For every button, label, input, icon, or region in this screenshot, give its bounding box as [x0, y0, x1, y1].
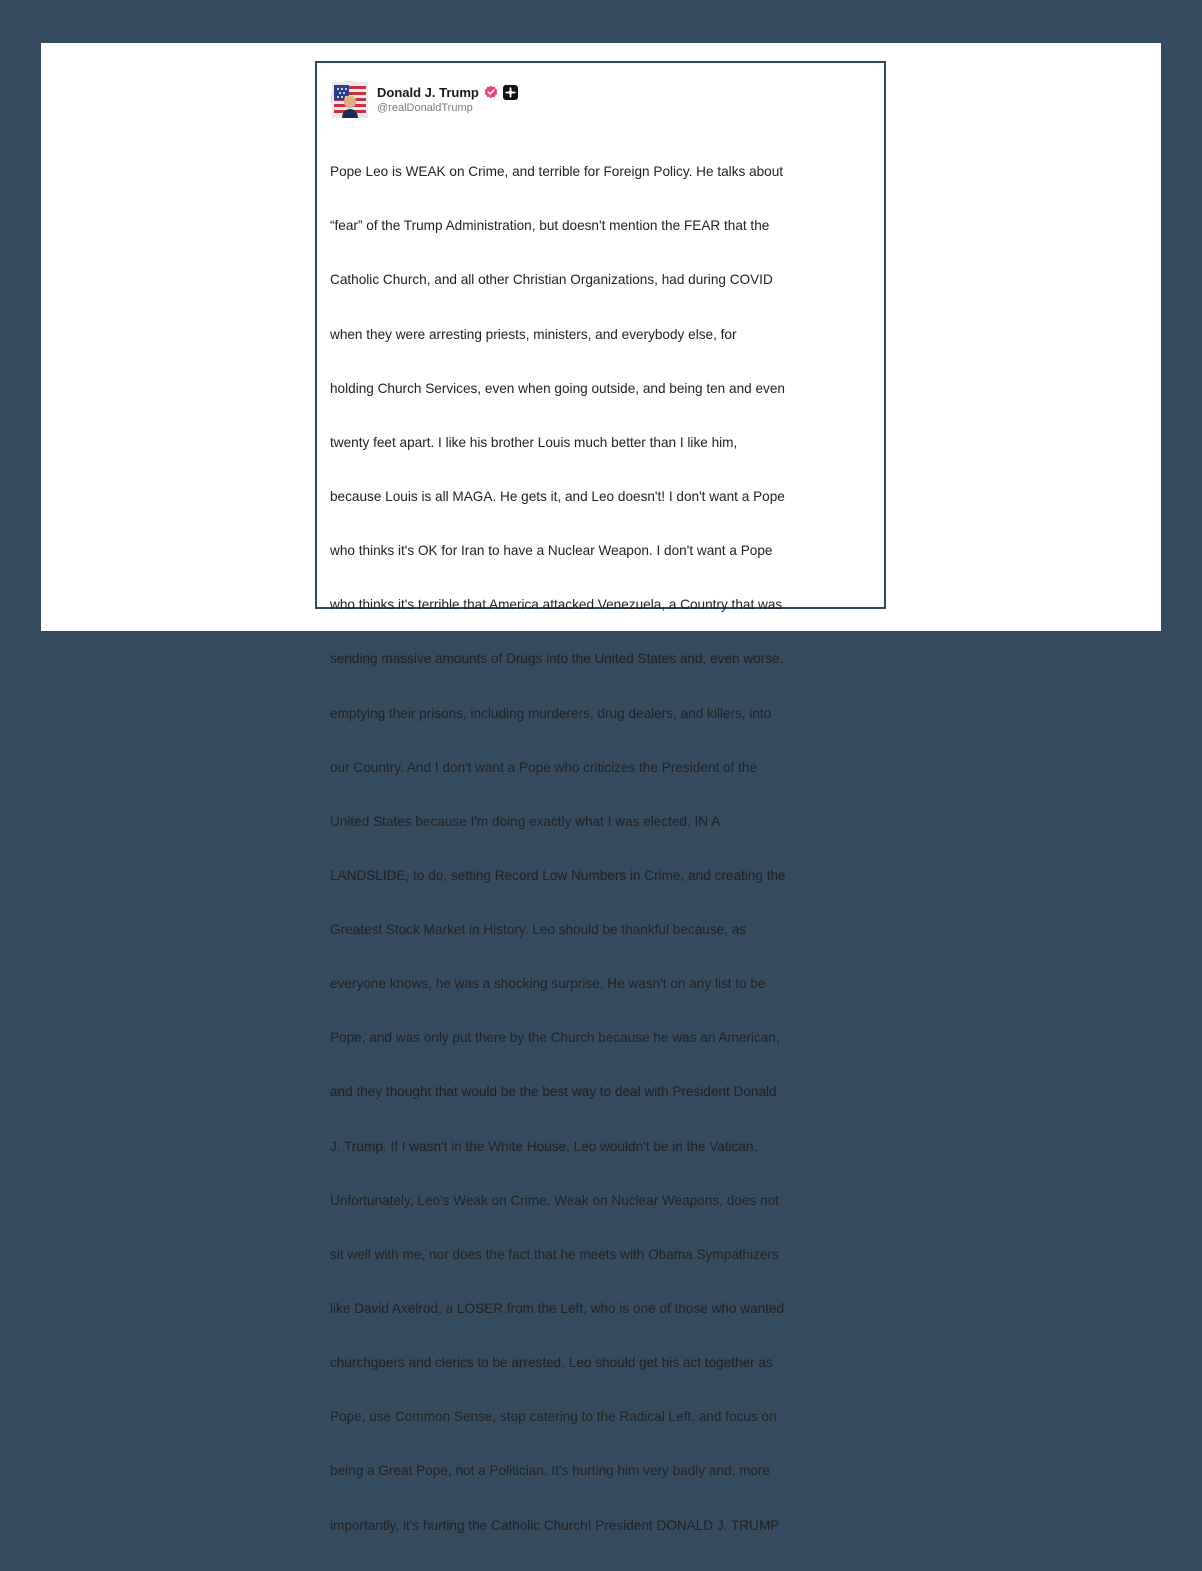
post-body-line: because Louis is all MAGA. He gets it, and Leo doesn't! I don't want a Pope	[330, 488, 785, 504]
post-body-line: importantly, it's hurting the Catholic Church! President DONALD J. TRUMP	[330, 1517, 780, 1533]
post-body-line: emptying their prisons, including murderers, drug dealers, and killers, into	[330, 705, 772, 721]
post-body-line: Pope Leo is WEAK on Crime, and terrible for Foreign Policy. He talks about	[330, 164, 784, 180]
post-body-line: holding Church Services, even when going outside, and being ten and even	[330, 380, 785, 396]
post-body-line: “fear” of the Trump Administration, but doesn't mention the FEAR that the	[330, 218, 770, 234]
post-body-line: who thinks it's terrible that America attacked Venezuela, a Country that was	[330, 597, 783, 613]
post-body-line: J. Trump. If I wasn't in the White House, Leo wouldn't be in the Vatican.	[330, 1138, 758, 1154]
post-body-line: Unfortunately, Leo's Weak on Crime, Weak on Nuclear Weapons, does not	[330, 1192, 779, 1208]
post-body-line: churchgoers and clerics to be arrested. Leo should get his act together as	[330, 1355, 773, 1371]
flag-avatar-icon[interactable]	[331, 81, 367, 117]
author-display-name[interactable]: Donald J. Trump	[377, 84, 479, 100]
post-body-line: sending massive amounts of Drugs into the United States and, even worse,	[330, 651, 784, 667]
post-body-line: sit well with me, nor does the fact that he meets with Obama Sympathizers	[330, 1246, 779, 1262]
post-body-line: twenty feet apart. I like his brother Louis much better than I like him,	[330, 434, 738, 450]
post-body-line: who thinks it's OK for Iran to have a Nuclear Weapon. I don't want a Pope	[330, 543, 773, 559]
post-body-line: everyone knows, he was a shocking surprise. He wasn't on any list to be	[330, 976, 766, 992]
post-body-line: LANDSLIDE, to do, setting Record Low Numbers in Crime, and creating the	[330, 867, 786, 883]
post-card	[315, 61, 886, 1533]
post-body-line: when they were arresting priests, ministers, and everybody else, for	[330, 326, 737, 342]
author-name-row	[377, 83, 518, 101]
post-body-line: Pope, and was only put there by the Church because he was an American,	[330, 1030, 780, 1046]
post-body-line: our Country. And I don't want a Pope who criticizes the President of the	[330, 759, 758, 775]
post-body-line: like David Axelrod, a LOSER from the Left, who is one of those who wanted	[330, 1301, 785, 1317]
post-body-line: Catholic Church, and all other Christian Organizations, had during COVID	[330, 272, 773, 288]
post-header	[331, 79, 871, 119]
verified-badge-icon	[484, 85, 498, 99]
post-body-line: and they thought that would be the best way to deal with President Donald	[330, 1084, 777, 1100]
post-body-line: being a Great Pope, not a Politician. It's hurting him very badly and, more	[330, 1463, 771, 1479]
post-body-text	[330, 127, 879, 1571]
post-body-line: United States because I'm doing exactly what I was elected, IN A	[330, 813, 721, 829]
post-body-line: Greatest Stock Market in History. Leo should be thankful because, as	[330, 922, 747, 938]
plus-badge-icon	[503, 85, 518, 100]
post-body-line: Pope, use Common Sense, stop catering to the Radical Left, and focus on	[330, 1409, 777, 1425]
author-handle[interactable]: @realDonaldTrump	[377, 102, 473, 114]
